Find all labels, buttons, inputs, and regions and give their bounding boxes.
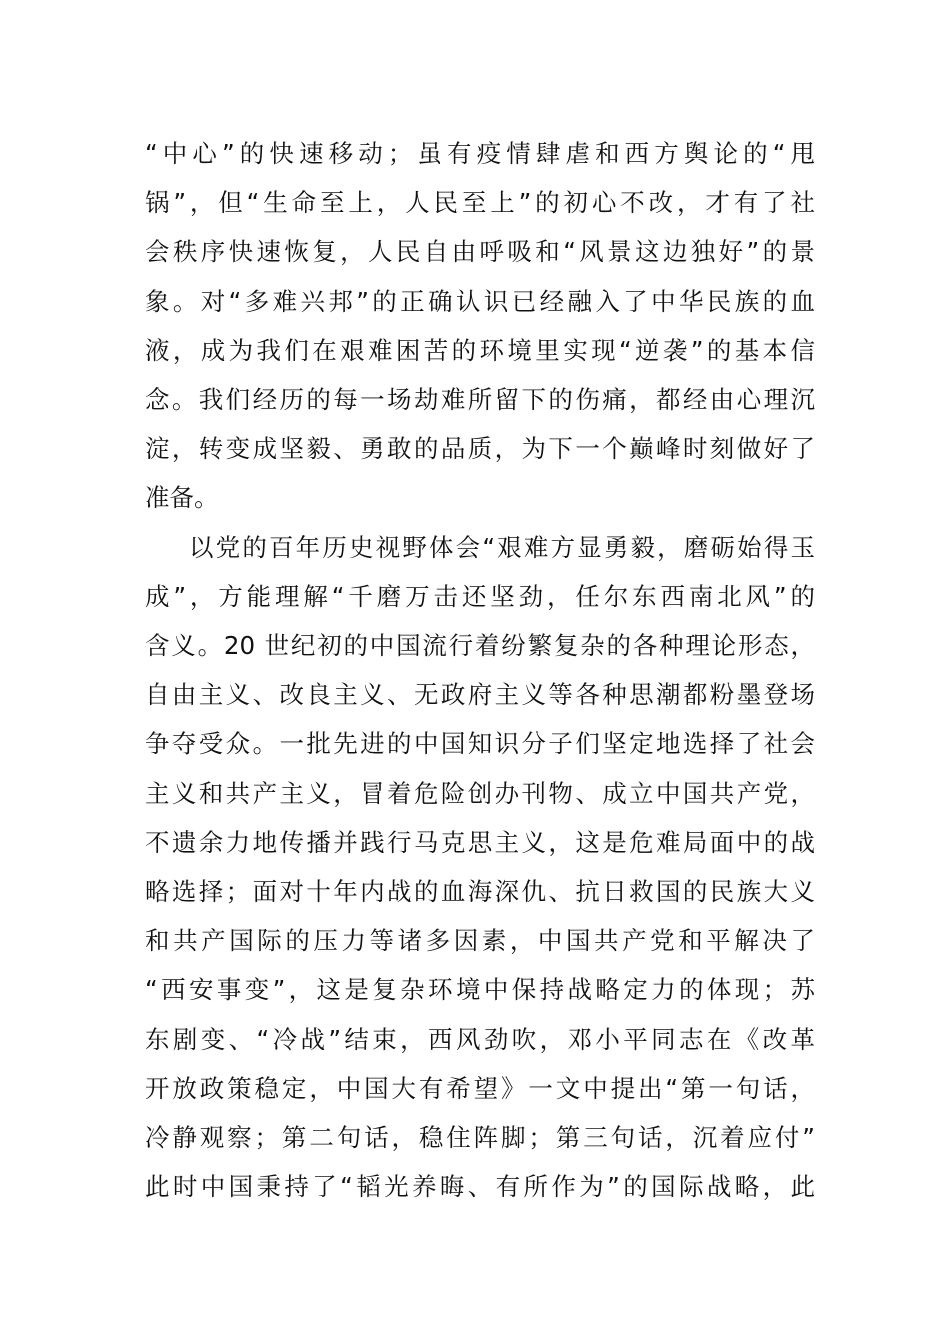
- text-line: 准备。: [145, 483, 219, 513]
- text-line: 以党的百年历史视野体会“艰难方显勇毅，磨砺始得玉: [189, 532, 815, 562]
- text-line: 自由主义、改良主义、无政府主义等各种思潮都粉墨登场: [145, 680, 815, 710]
- text-line: 会秩序快速恢复，人民自由呼吸和“风景这边独好”的景: [145, 237, 815, 267]
- text-line: 开放政策稳定，中国大有希望》一文中提出“第一句话，: [145, 1073, 815, 1103]
- text-line: 争夺受众。一批先进的中国知识分子们坚定地选择了社会: [145, 729, 815, 759]
- text-line: 含义。20 世纪初的中国流行着纷繁复杂的各种理论形态，: [145, 631, 815, 661]
- text-line: 锅”，但“生命至上，人民至上”的初心不改，才有了社: [145, 188, 815, 218]
- text-line: 象。对“多难兴邦”的正确认识已经融入了中华民族的血: [145, 286, 815, 316]
- text-line: 略选择；面对十年内战的血海深仇、抗日救国的民族大义: [145, 877, 815, 907]
- text-line: 成”，方能理解“千磨万击还坚劲，任尔东西南北风”的: [145, 581, 815, 611]
- body-text: [145, 129, 815, 1211]
- text-line: “西安事变”，这是复杂环境中保持战略定力的体现；苏: [145, 975, 815, 1005]
- text-line: 主义和共产主义，冒着危险创办刊物、成立中国共产党，: [145, 778, 815, 808]
- paragraph-1: [145, 129, 815, 523]
- text-line: 冷静观察；第二句话，稳住阵脚；第三句话，沉着应付”: [145, 1123, 815, 1153]
- text-line: 念。我们经历的每一场劫难所留下的伤痛，都经由心理沉: [145, 385, 815, 415]
- text-line: 淀，转变成坚毅、勇敢的品质，为下一个巅峰时刻做好了: [145, 434, 815, 464]
- text-line: 液，成为我们在艰难困苦的环境里实现“逆袭”的基本信: [145, 335, 815, 365]
- text-line: 东剧变、“冷战”结束，西风劲吹，邓小平同志在《改革: [145, 1024, 815, 1054]
- text-line: 此时中国秉持了“韬光养晦、有所作为”的国际战略，此: [145, 1172, 815, 1202]
- text-line: “中心”的快速移动；虽有疫情肆虐和西方舆论的“甩: [145, 139, 815, 168]
- text-line: 和共产国际的压力等诸多因素，中国共产党和平解决了: [145, 926, 815, 956]
- paragraph-2: [145, 523, 815, 1212]
- text-line: 不遗余力地传播并践行马克思主义，这是危难局面中的战: [145, 827, 815, 857]
